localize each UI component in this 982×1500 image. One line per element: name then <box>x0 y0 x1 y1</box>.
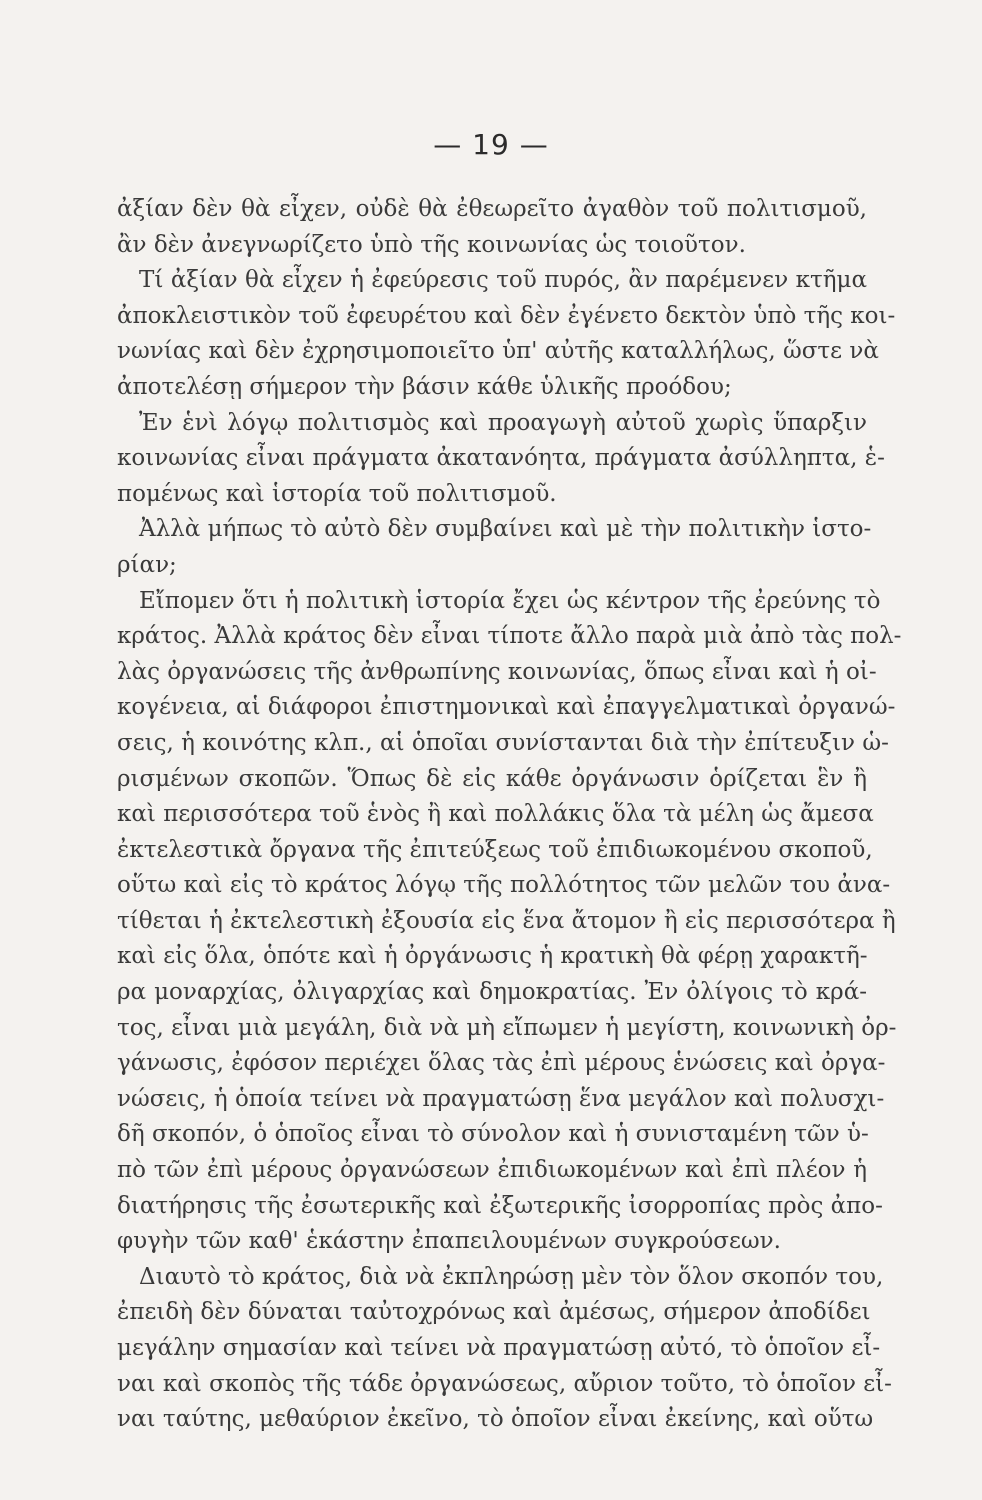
text-line: κοινωνίας εἶναι πράγματα ἀκατανόητα, πράγματα ἀσύλληπτα, ἑ- <box>117 445 885 472</box>
text-line: Τί ἀξίαν θὰ εἶχεν ἡ ἐφεύρεσις τοῦ πυρός, ἂν παρέμενεν κτῆμα <box>139 267 867 294</box>
text-line: Ἐν ἑνὶ λόγῳ πολιτισμὸς καὶ προαγωγὴ αὐτοῦ χωρὶς ὕπαρξιν <box>139 409 867 436</box>
text-line: μεγάλην σημασίαν καὶ τείνει νὰ πραγματώσῃ αὐτό, τὸ ὁποῖον εἶ- <box>117 1335 881 1361</box>
text-line: οὕτω καὶ εἰς τὸ κράτος λόγῳ τῆς πολλότητος τῶν μελῶν του ἀνα- <box>117 872 891 899</box>
text-line: νώσεις, ἡ ὁποία τείνει νὰ πραγματώσῃ ἕνα μεγάλον καὶ πολυσχι- <box>117 1085 885 1112</box>
text-line: λὰς ὀργανώσεις τῆς ἀνθρωπίνης κοινωνίας, ὅπως εἶναι καὶ ἡ οἰ- <box>117 658 877 685</box>
page-number: — 19 — <box>433 128 549 161</box>
text-line: νωνίας καὶ δὲν ἐχρησιμοποιεῖτο ὑπ' αὐτῆς καταλλήλως, ὥστε νὰ <box>117 338 879 365</box>
text-line: διατήρησις τῆς ἐσωτερικῆς καὶ ἐξωτερικῆς ἰσορροπίας πρὸς ἀπο- <box>117 1192 883 1219</box>
text-line: γάνωσις, ἐφόσον περιέχει ὅλας τὰς ἐπὶ μέρους ἑνώσεις καὶ ὀργα- <box>117 1050 886 1077</box>
text-line: ἀξίαν δὲν θὰ εἶχεν, οὐδὲ θὰ ἐθεωρεῖτο ἀγαθὸν τοῦ πολιτισμοῦ, <box>117 196 867 222</box>
text-line: Ἀλλὰ μήπως τὸ αὐτὸ δὲν συμβαίνει καὶ μὲ τὴν πολιτικὴν ἱστο- <box>139 516 872 543</box>
text-line: ἐκτελεστικὰ ὄργανα τῆς ἐπιτεύξεως τοῦ ἐπιδιωκομένου σκοποῦ, <box>117 836 873 863</box>
text-line: κογένεια, αἱ διάφοροι ἐπιστημονικαὶ καὶ ἐπαγγελματικαὶ ὀργανώ- <box>117 694 896 721</box>
text-line: πομένως καὶ ἱστορία τοῦ πολιτισμοῦ. <box>117 480 557 507</box>
text-line: ἀποτελέσῃ σήμερον τὴν βάσιν κάθε ὑλικῆς προόδου; <box>117 373 732 400</box>
text-line: τίθεται ἡ ἐκτελεστικὴ ἐξουσία εἰς ἕνα ἄτομον ἢ εἰς περισσότερα ἢ <box>117 907 896 934</box>
text-line: Διαυτὸ τὸ κράτος, διὰ νὰ ἐκπληρώσῃ μὲν τὸν ὅλον σκοπόν του, <box>139 1263 884 1290</box>
text-line: ἀποκλειστικὸν τοῦ ἐφευρέτου καὶ δὲν ἐγένετο δεκτὸν ὑπὸ τῆς κοι- <box>117 302 896 329</box>
text-line: πὸ τῶν ἐπὶ μέρους ὀργανώσεων ἐπιδιωκομένων καὶ ἐπὶ πλέον ἡ <box>117 1157 867 1184</box>
text-line: ἂν δὲν ἀνεγνωρίζετο ὑπὸ τῆς κοινωνίας ὡς τοιοῦτον. <box>117 231 746 258</box>
text-line: τος, εἶναι μιὰ μεγάλη, διὰ νὰ μὴ εἴπωμεν ἡ μεγίστη, κοινωνικὴ ὀρ- <box>117 1014 897 1041</box>
text-line: ρίαν; <box>117 551 177 578</box>
text-line: καὶ εἰς ὅλα, ὁπότε καὶ ἡ ὀργάνωσις ἡ κρατικὴ θὰ φέρῃ χαρακτῆ- <box>117 943 868 970</box>
text-line: δῆ σκοπόν, ὁ ὁποῖος εἶναι τὸ σύνολον καὶ ἡ συνισταμένη τῶν ὑ- <box>117 1121 869 1148</box>
text-line: σεις, ἡ κοινότης κλπ., αἱ ὁποῖαι συνίστανται διὰ τὴν ἐπίτευξιν ὡ- <box>117 729 889 756</box>
text-line: κράτος. Ἀλλὰ κράτος δὲν εἶναι τίποτε ἄλλο παρὰ μιὰ ἀπὸ τὰς πολ- <box>117 623 902 650</box>
text-line: Εἴπομεν ὅτι ἡ πολιτικὴ ἱστορία ἔχει ὡς κέντρον τῆς ἐρεύνης τὸ <box>139 587 881 614</box>
text-line: ρα μοναρχίας, ὀλιγαρχίας καὶ δημοκρατίας. Ἐν ὀλίγοις τὸ κρά- <box>117 979 867 1006</box>
text-line: ἐπειδὴ δὲν δύναται ταὐτοχρόνως καὶ ἀμέσως, σήμερον ἀποδίδει <box>117 1299 871 1326</box>
text-line: ρισμένων σκοπῶν. Ὅπως δὲ εἰς κάθε ὀργάνωσιν ὁρίζεται ἓν ἢ <box>117 765 867 792</box>
text-line: φυγὴν τῶν καθ' ἑκάστην ἐπαπειλουμένων συγκρούσεων. <box>117 1228 781 1255</box>
body-text <box>117 192 902 1438</box>
text-line: καὶ περισσότερα τοῦ ἑνὸς ἢ καὶ πολλάκις ὅλα τὰ μέλη ὡς ἄμεσα <box>117 801 874 828</box>
text-line: ναι ταύτης, μεθαύριον ἐκεῖνο, τὸ ὁποῖον εἶναι ἐκείνης, καὶ οὕτω <box>117 1406 874 1433</box>
text-line: ναι καὶ σκοπὸς τῆς τάδε ὀργανώσεως, αὔριον τοῦτο, τὸ ὁποῖον εἶ- <box>117 1370 892 1397</box>
